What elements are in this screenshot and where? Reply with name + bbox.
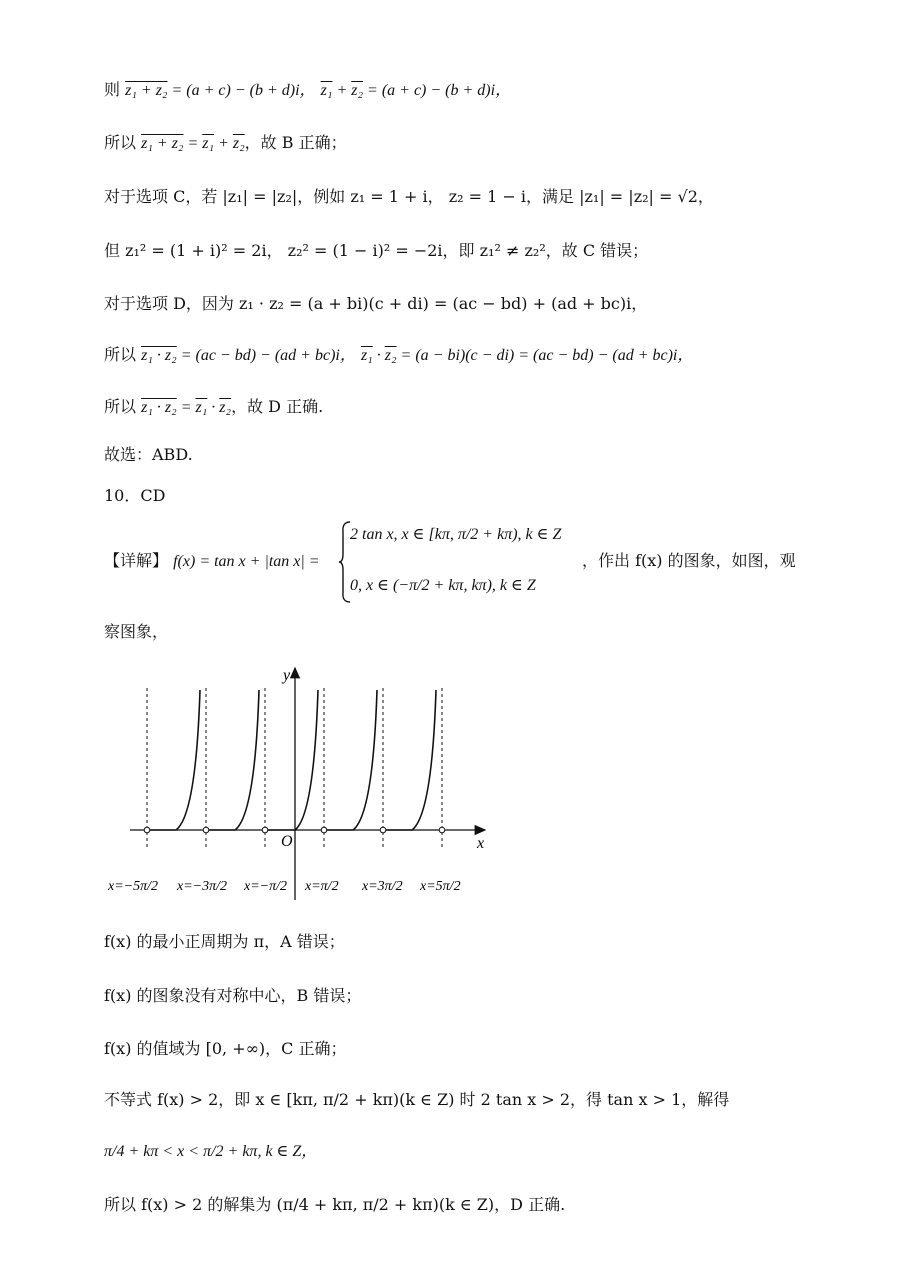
expr-plus: + (332, 82, 352, 99)
conclusion-a: f(x) 的最小正周期为 π，A 错误； (104, 932, 345, 951)
open-point (203, 827, 209, 833)
piecewise-case-1: 2 tan x, x ∈ [kπ, π/2 + kπ), k ∈ Z (350, 526, 562, 543)
text-so: 所以 (104, 133, 137, 152)
line-d-correct (104, 397, 323, 417)
piecewise-lhs: f(x) = tan x + |tan x| = (173, 553, 320, 570)
text-d-correct: ，故 D 正确. (231, 397, 324, 416)
open-point (380, 827, 386, 833)
asymptote-label: x=−5π/2 (108, 879, 159, 894)
text-so: 所以 (104, 397, 137, 416)
piecewise-case-2: 0, x ∈ (−π/2 + kπ, kπ), k ∈ Z (350, 577, 536, 594)
detail-tail: ，作出 f(x) 的图象，如图，观 (582, 551, 796, 570)
expr-conj-sum: z₁ + z₂ (141, 135, 184, 152)
expr-conj-product: z₁ · z₂ (141, 399, 177, 416)
expr-plus: + (214, 135, 233, 152)
origin-label: O (281, 833, 293, 850)
conclusion-inequality: 不等式 f(x) > 2，即 x ∈ [kπ, π/2 + kπ)(k ∈ Z) 时 2 tan x > 2，得 tan x > 1，解得 (104, 1090, 730, 1109)
text-so: 所以 (104, 345, 137, 364)
expr-rhs2: = (a + c) − (b + d)i， (363, 82, 512, 99)
expr-eq: = (176, 399, 196, 416)
open-point (262, 827, 268, 833)
curve-branch (206, 690, 259, 830)
line-option-c: 对于选项 C，若 |z₁| = |z₂|，例如 z₁ = 1 + i， z₂ = 1 − i，满足 |z₁| = |z₂| = √2， (104, 187, 714, 206)
y-axis-label: y (283, 667, 291, 684)
detail-label-line (104, 551, 320, 571)
curve-branch (324, 690, 377, 830)
x-axis-label: x (477, 835, 485, 852)
asymptote-label: x=−3π/2 (177, 879, 228, 894)
curve-branch (147, 690, 200, 830)
text-then: 则 (104, 80, 121, 99)
expr-z1bar: z₁ (195, 399, 208, 416)
curve-branch (383, 690, 436, 830)
conclusion-d: 所以 f(x) > 2 的解集为 (π/4 + kπ, π/2 + kπ)(k ∈ Z)，D 正确. (104, 1195, 566, 1214)
expr-z2bar: z₂ (351, 82, 364, 99)
expr-z2bar: z₂ (232, 135, 245, 152)
expr-dot: · (207, 399, 220, 416)
expr-rhs1: = (a + c) − (b + d)i， (167, 82, 316, 99)
conclusion-b: f(x) 的图象没有对称中心，B 错误； (104, 986, 362, 1005)
expr-dot: · (372, 347, 385, 364)
expr-z2bar: z₂ (384, 347, 397, 364)
detail-tail-2: 察图象， (104, 622, 169, 641)
open-point (144, 827, 150, 833)
expr-conj-product: z₁ · z₂ (141, 347, 177, 364)
detail-label: 【详解】 (104, 551, 169, 570)
open-point (439, 827, 445, 833)
conclusion-range: π/4 + kπ < x < π/2 + kπ, k ∈ Z， (104, 1143, 318, 1160)
expr-conj-sum: z₁ + z₂ (125, 82, 168, 99)
conclusion-c: f(x) 的值域为 [0, +∞)，C 正确； (104, 1039, 347, 1058)
function-graph (100, 660, 500, 920)
question-10-answer: 10．CD (104, 486, 166, 505)
open-point (321, 827, 327, 833)
asymptote-label: x=−π/2 (244, 879, 288, 894)
expr-rhs1: = (ac − bd) − (ad + bc)i， (176, 347, 356, 364)
expr-z1bar: z₁ (320, 82, 333, 99)
expr-z1bar: z₁ (202, 135, 215, 152)
expr-eq: = (183, 135, 203, 152)
curve-branch (265, 690, 318, 830)
line-conjugate-sum (104, 80, 511, 100)
line-answer-abd: 故选：ABD. (104, 445, 193, 464)
asymptote-label: x=3π/2 (362, 879, 403, 894)
line-conj-product (104, 345, 693, 365)
asymptote-label: x=5π/2 (420, 879, 461, 894)
function-curve (147, 690, 436, 830)
line-c-wrong: 但 z₁² = (1 + i)² = 2i， z₂² = (1 − i)² = −2i，即 z₁² ≠ z₂²，故 C 错误； (104, 241, 649, 260)
line-b-correct (104, 133, 347, 153)
expr-z1bar: z₁ (360, 347, 373, 364)
expr-rhs2: = (a − bi)(c − di) = (ac − bd) − (ad + bc)i， (396, 347, 694, 364)
expr-z2bar: z₂ (219, 399, 232, 416)
asymptote-label: x=π/2 (305, 879, 339, 894)
asymptote-labels (107, 879, 461, 894)
line-option-d: 对于选项 D，因为 z₁ · z₂ = (a + bi)(c + di) = (ac − bd) + (ad + bc)i， (104, 294, 648, 313)
text-b-correct: ，故 B 正确； (244, 133, 347, 152)
